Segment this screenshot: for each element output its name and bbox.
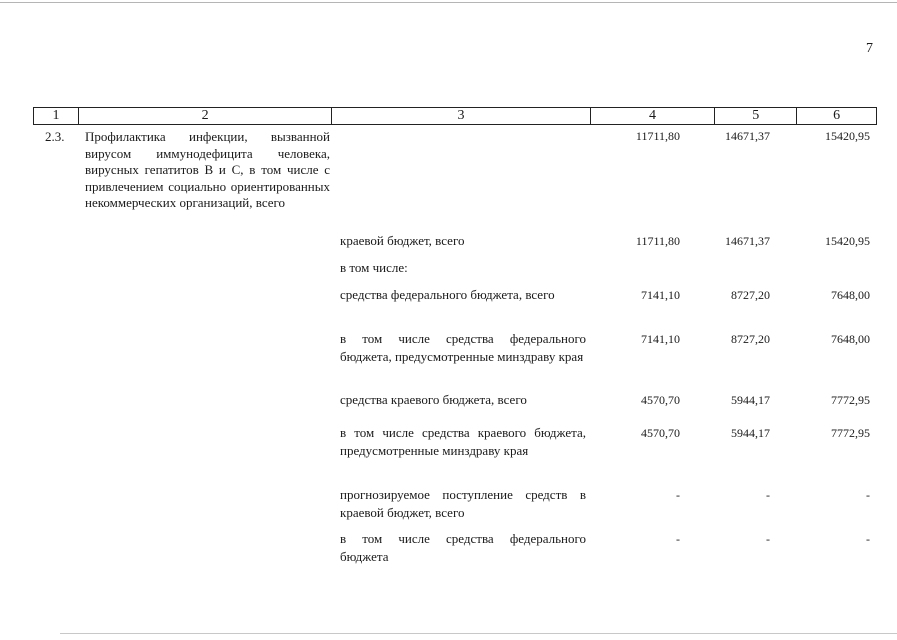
row-value-col5: 5944,17 xyxy=(731,393,770,407)
row-value-col5: 5944,17 xyxy=(731,426,770,440)
header-col-5: 5 xyxy=(715,108,797,124)
section-value-col5: 14671,37 xyxy=(725,129,770,143)
row-label: краевой бюджет, всего xyxy=(340,233,465,248)
row-label: в том числе: xyxy=(340,260,408,275)
section-number: 2.3. xyxy=(45,129,65,144)
row-label: средства федерального бюджета, всего xyxy=(340,287,555,302)
row-label: прогнозируемое поступление средств в краевой бюджет, всего xyxy=(340,487,586,520)
row-value-col4: 11711,80 xyxy=(635,234,680,248)
row-value-col6: 7648,00 xyxy=(831,332,870,346)
header-col-4: 4 xyxy=(591,108,716,124)
header-col-3: 3 xyxy=(332,108,590,124)
top-scan-line xyxy=(0,2,897,3)
bottom-scan-line xyxy=(60,633,897,634)
row-value-col5: - xyxy=(766,488,770,502)
header-col-2: 2 xyxy=(79,108,332,124)
row-value-col5: 8727,20 xyxy=(731,332,770,346)
section-title: Профилактика инфекции, вызванной вирусом иммунодефицита человека, вирусных гепатитов В и С, в том числе с привлечением социально ориентированных некоммерческих организаций, всего xyxy=(85,129,330,210)
row-value-col4: - xyxy=(676,532,680,546)
section-value-col4: 11711,80 xyxy=(635,129,680,143)
row-value-col4: 4570,70 xyxy=(641,426,680,440)
row-label: в том числе средства краевого бюджета, предусмотренные минздраву края xyxy=(340,425,586,458)
row-label: в том числе средства федерального бюджета, предусмотренные минздраву края xyxy=(340,331,586,364)
row-value-col4: 7141,10 xyxy=(641,288,680,302)
header-col-1: 1 xyxy=(34,108,79,124)
section-value-col6: 15420,95 xyxy=(825,129,870,143)
row-label: в том числе средства федерального бюджета xyxy=(340,531,586,564)
row-value-col6: 7772,95 xyxy=(831,426,870,440)
row-value-col6: - xyxy=(866,532,870,546)
table-header-row xyxy=(33,107,877,125)
row-value-col6: 15420,95 xyxy=(825,234,870,248)
row-value-col6: - xyxy=(866,488,870,502)
page-number: 7 xyxy=(866,41,873,56)
row-value-col5: 14671,37 xyxy=(725,234,770,248)
row-label: средства краевого бюджета, всего xyxy=(340,392,527,407)
row-value-col5: - xyxy=(766,532,770,546)
row-value-col4: 7141,10 xyxy=(641,332,680,346)
header-col-6: 6 xyxy=(833,108,841,123)
row-value-col4: - xyxy=(676,488,680,502)
row-value-col6: 7648,00 xyxy=(831,288,870,302)
row-value-col5: 8727,20 xyxy=(731,288,770,302)
row-value-col6: 7772,95 xyxy=(831,393,870,407)
row-value-col4: 4570,70 xyxy=(641,393,680,407)
